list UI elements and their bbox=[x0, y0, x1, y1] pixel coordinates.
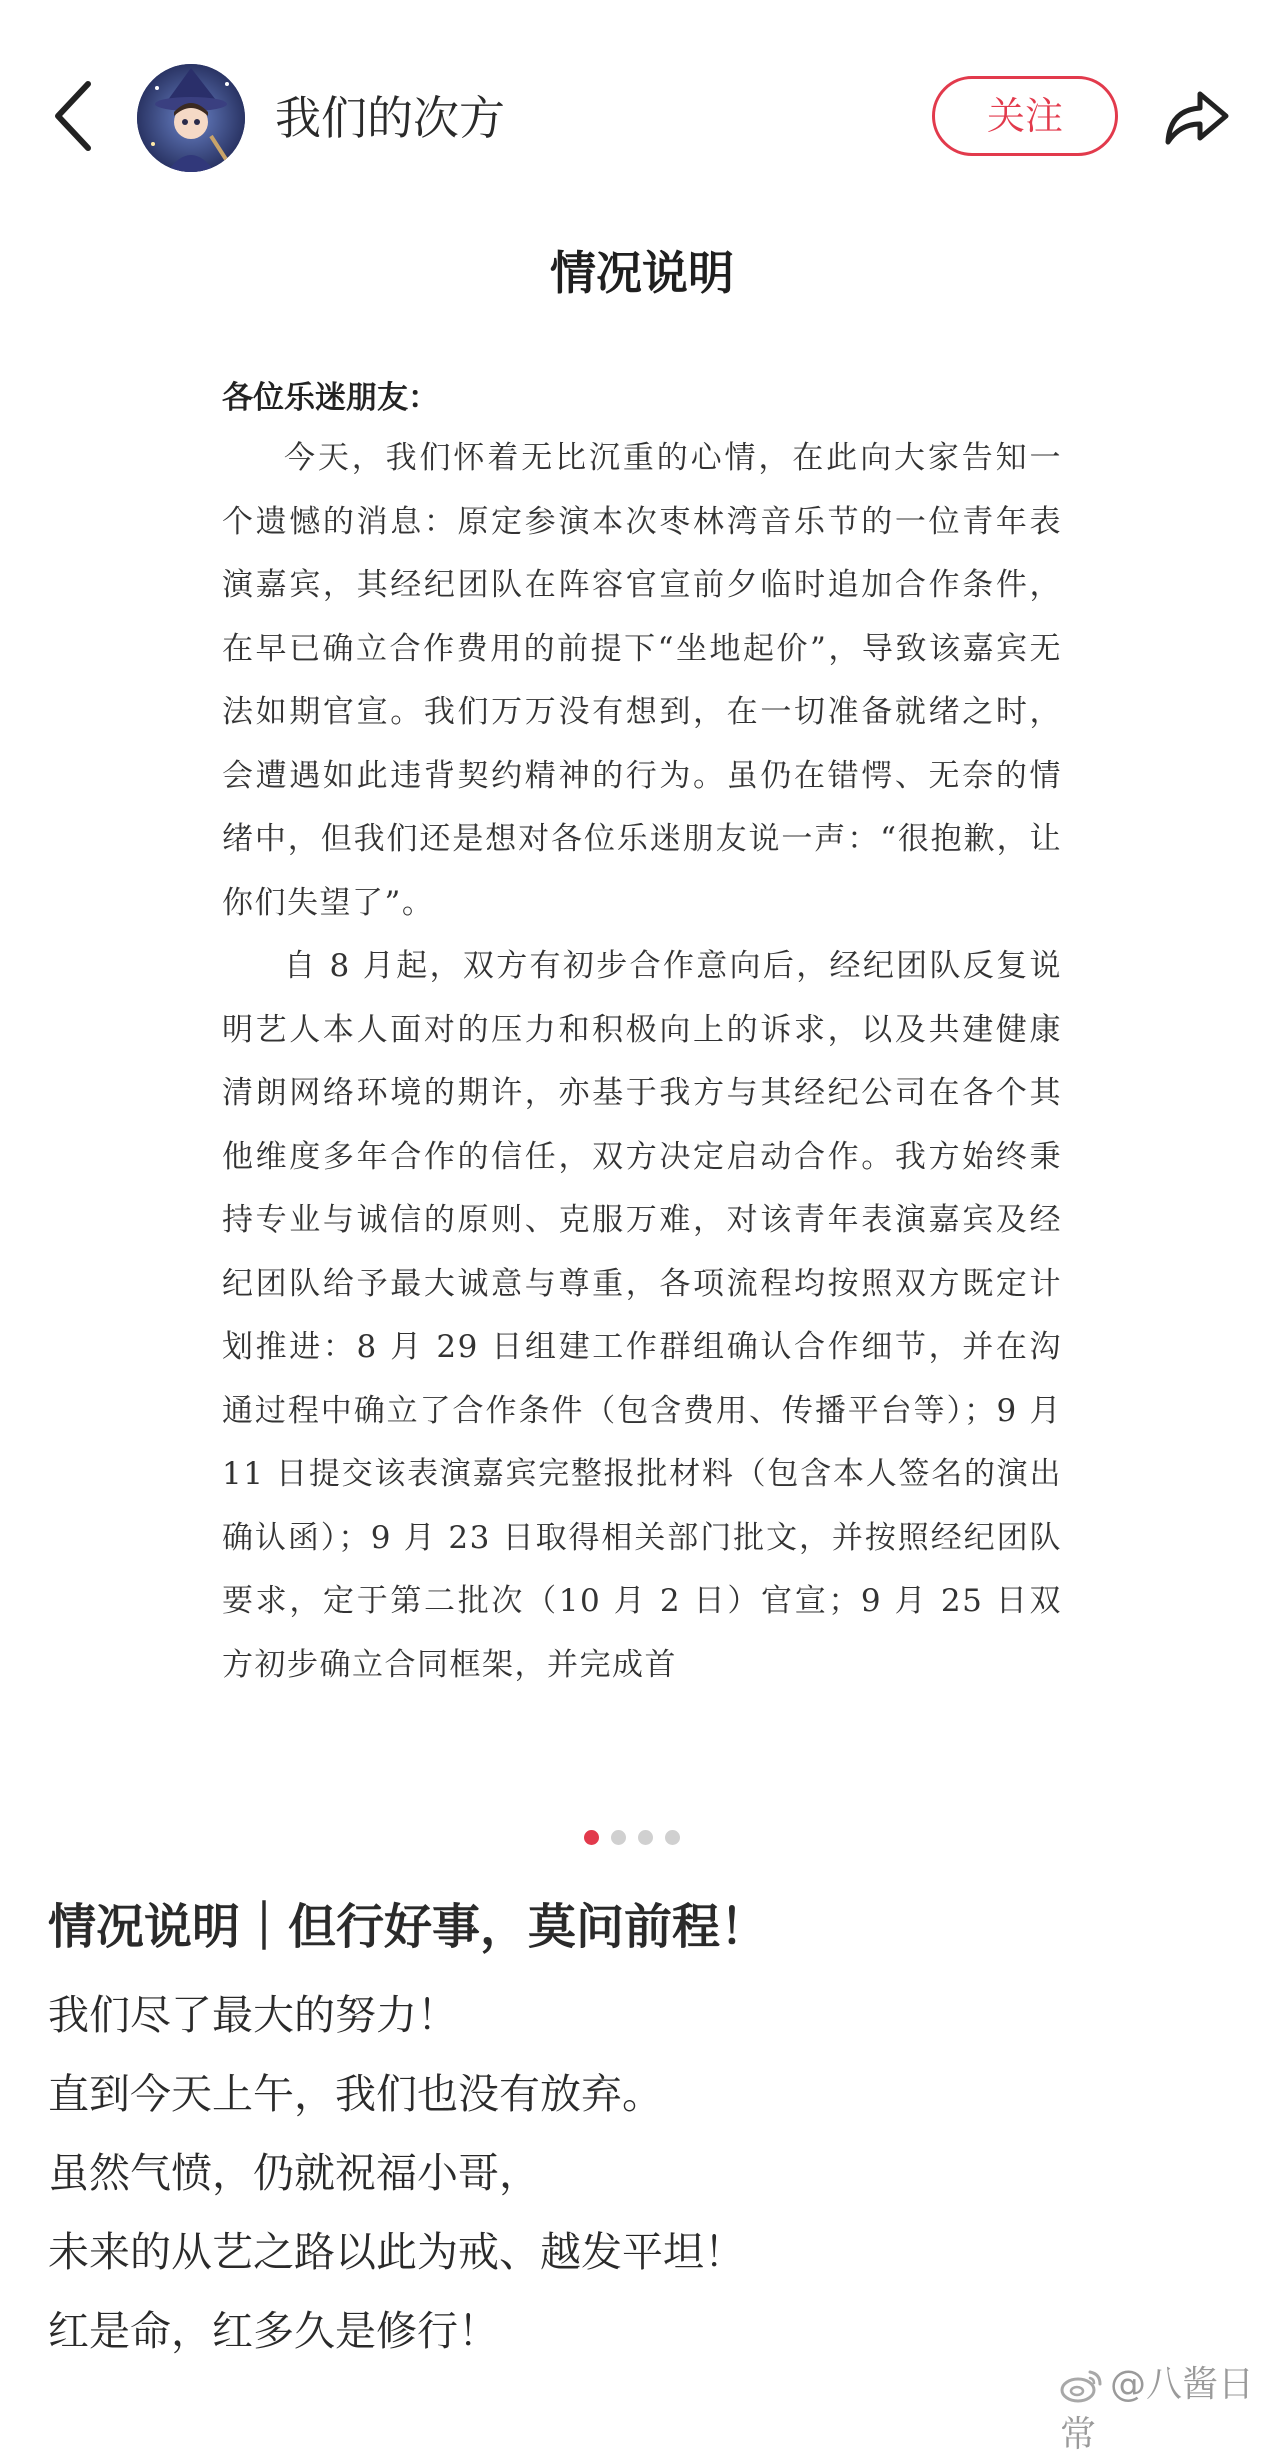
document-body bbox=[222, 427, 1062, 1697]
carousel-dot[interactable] bbox=[638, 1830, 653, 1845]
carousel-dot-active[interactable] bbox=[584, 1830, 599, 1845]
top-bar bbox=[0, 0, 1284, 230]
carousel-dot[interactable] bbox=[611, 1830, 626, 1845]
watermark bbox=[1060, 2360, 1284, 2460]
back-icon[interactable] bbox=[48, 78, 100, 154]
post-line: 直到今天上午，我们也没有放弃。 bbox=[48, 2070, 663, 2118]
weibo-logo-icon bbox=[1060, 2368, 1104, 2404]
document-image[interactable] bbox=[0, 230, 1284, 1800]
post-line: 我们尽了最大的努力！ bbox=[48, 1991, 458, 2039]
document-greeting: 各位乐迷朋友： bbox=[222, 380, 439, 416]
avatar[interactable] bbox=[137, 64, 245, 172]
carousel-indicator bbox=[584, 1830, 692, 1846]
author-name[interactable]: 我们的次方 bbox=[275, 91, 505, 145]
document-paragraph: 自 8 月起，双方有初步合作意向后，经纪团队反复说明艺人本人面对的压力和积极向上的诉求，以及共建健康清朗网络环境的期许，亦基于我方与其经纪公司在各个其他维度多年合作的信任，双方决定启动合作。我方始终秉持专业与诚信的原则、克服万难，对该青年表演嘉宾及经纪团队给予最大诚意与尊重，各项流程均按照双方既定计划推进：8 月 29 日组建工作群组确认合作细节，并在沟通过程中确立了合作条件（包含费用、传播平台等）；9 月 11 日提交该表演嘉宾完整报批材料（包含本人签名的演出确认函）；9 月 23 日取得相关部门批文，并按照经纪团队要求，定于第二批次（10 月 2 日）官宣；9 月 25 日双方初步确立合同框架，并完成首 bbox=[222, 948, 1062, 1683]
post-title: 情况说明｜但行好事，莫问前程！ bbox=[48, 1899, 769, 1955]
carousel-dot[interactable] bbox=[665, 1830, 680, 1845]
share-icon[interactable] bbox=[1160, 80, 1232, 152]
follow-button[interactable]: 关注 bbox=[932, 76, 1118, 156]
post-caption bbox=[48, 1892, 1248, 2371]
post-line: 虽然气愤，仍就祝福小哥， bbox=[48, 2149, 540, 2197]
post-line: 未来的从艺之路以此为戒、越发平坦！ bbox=[48, 2228, 745, 2276]
document-paragraph: 今天，我们怀着无比沉重的心情，在此向大家告知一个遗憾的消息：原定参演本次枣林湾音乐节的一位青年表演嘉宾，其经纪团队在阵容官宣前夕临时追加合作条件，在早已确立合作费用的前提下“坐地起价”，导致该嘉宾无法如期官宣。我们万万没有想到，在一切准备就绪之时，会遭遇如此违背契约精神的行为。虽仍在错愕、无奈的情绪中，但我们还是想对各位乐迷朋友说一声：“很抱歉，让你们失望了”。 bbox=[222, 440, 1062, 921]
watermark-text: @八酱日常 bbox=[1060, 2364, 1255, 2455]
document-title: 情况说明 bbox=[550, 246, 734, 300]
post-line: 红是命，红多久是修行！ bbox=[48, 2307, 499, 2355]
